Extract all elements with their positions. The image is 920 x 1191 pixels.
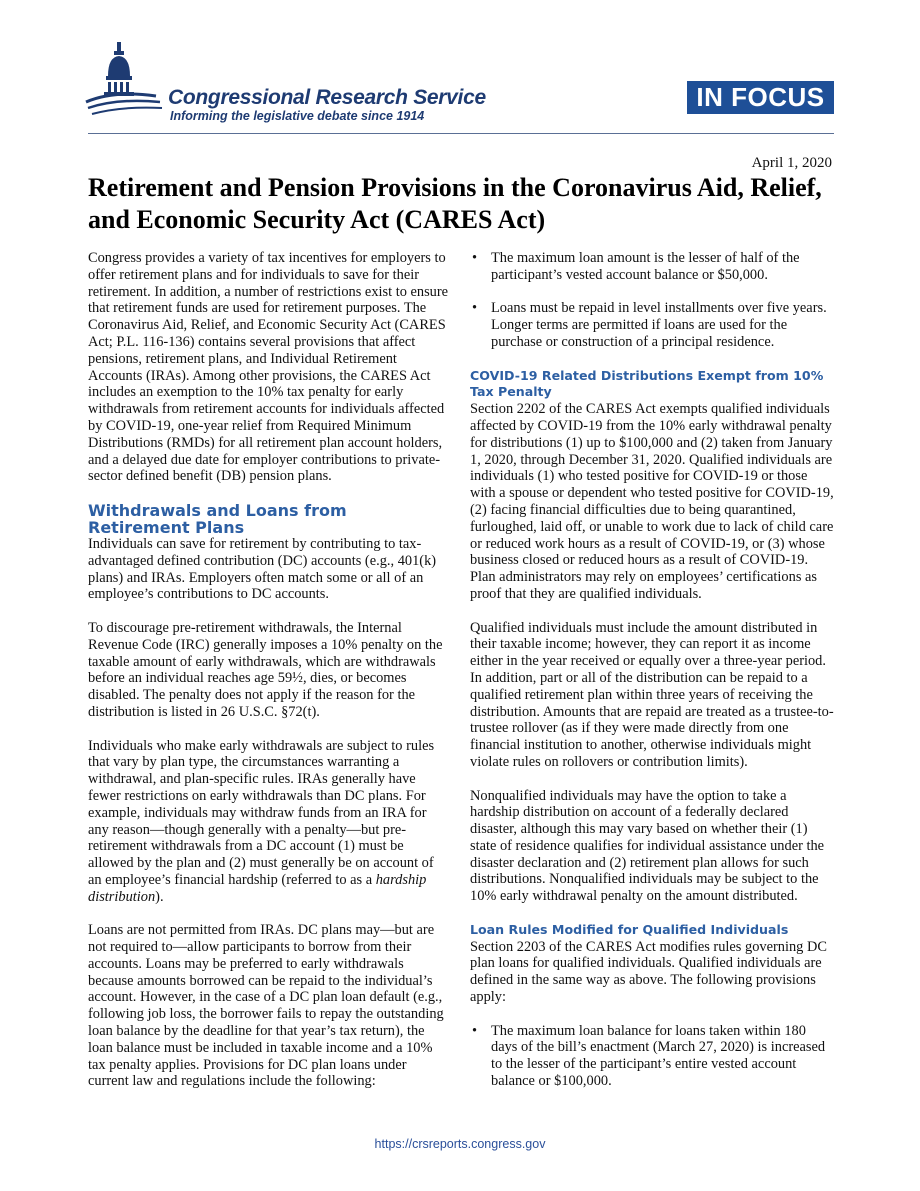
section-heading-covid-distributions: COVID-19 Related Distributions Exempt from 10% Tax Penalty bbox=[470, 367, 824, 400]
paragraph: Qualified individuals must include the amount distributed in their taxable income; however, they can report it as income either in the year received or equally over a three-year period. In addition, part or all of the distribution can be repaid to a qualified retirement plan within three years of receiving the distribution. Amounts that are repaid are treated as a trustee-to-trustee rollover (as if they were made directly from one financial institution to another, otherwise individuals might violate rules on rollovers or contribution limits). bbox=[470, 619, 834, 770]
list-item: • Loans must be repaid in level installments over five years. Longer terms are permitted if loans are used for the purchase or construction of a principal residence. bbox=[470, 300, 834, 350]
section-heading-loan-rules: Loan Rules Modified for Qualified Individuals bbox=[470, 921, 789, 937]
document-title: Retirement and Pension Provisions in the Coronavirus Aid, Relief, and Economic Security Act (CARES Act) bbox=[88, 173, 822, 234]
paragraph: Nonqualified individuals may have the option to take a hardship distribution on account of a federally declared disaster, although this may vary based on whether their (1) state of residence qualifies for individual assistance under the disaster declaration and (2) retirement plan allows for such distributions. Nonqualified individuals may be subject to the 10% early withdrawal penalty on the amount distributed. bbox=[470, 787, 825, 905]
section-heading-withdrawals-loans: Withdrawals and Loans from Retirement Plans bbox=[88, 501, 347, 537]
paragraph: Section 2202 of the CARES Act exempts qualified individuals affected by COVID-19 from the 10% early withdrawal penalty for distributions (1) up to $100,000 and (2) taken from January 1, 2020, through December 31, 2020. Qualified individuals are individuals (1) who tested positive for COVID-19 or those with a spouse or dependent who tested positive for COVID-19, (2) facing financial difficulties due to being quarantined, furloughed, laid off, or unable to work due to lack of child care or reduced work hours as a result of COVID-19, or (3) whose business closed or reduced hours as a result of COVID-19. Plan administrators may rely on employees’ certifications as proof that they are qualified individuals. bbox=[470, 401, 834, 602]
left-column bbox=[88, 250, 450, 1107]
paragraph-text: ). bbox=[155, 888, 164, 905]
bullet-list bbox=[470, 250, 834, 351]
right-column bbox=[470, 250, 834, 1107]
intro-paragraph: Congress provides a variety of tax incentives for employers to offer retirement plans and for individuals to save for their retirement. In addition, a number of restrictions exist to ensure that retirement funds are used for retirement purposes. The Coronavirus Aid, Relief, and Economic Security Act (CARES Act; P.L. 116-136) contains several provisions that affect pensions, retirement plans, and Individual Retirement Accounts (IRAs). Among other provisions, the CARES Act includes an exemption to the 10% tax penalty for early withdrawals from retirement accounts for individuals affected by COVID-19, one-year relief from Required Minimum Distributions (RMDs) for all retirement plan account holders, and a delayed due date for employer contributions to private-sector defined benefit (DB) pension plans. bbox=[88, 250, 449, 485]
emphasis-term: hardship distribution bbox=[88, 871, 427, 905]
organization-name: Congressional Research Service bbox=[168, 86, 486, 109]
paragraph: Loans are not permitted from IRAs. DC plans may—but are not required to—allow participants to borrow from their accounts. Loans may be preferred to early withdrawals because amounts borrowed can be repaid to the individual’s account. However, in the case of a DC plan loan default (e.g., following job loss, the borrower fails to repay the outstanding loan balance by the deadline for that year’s tax return), the loan balance must be included in taxable income and a 10% tax penalty applies. Provisions for DC plan loans under current law and regulations include the following: bbox=[88, 922, 444, 1090]
organization-tagline: Informing the legislative debate since 1914 bbox=[170, 109, 425, 123]
header-divider bbox=[88, 133, 834, 134]
list-item: • The maximum loan balance for loans taken within 180 days of the bill’s enactment (March 27, 2020) is increased to the lesser of the participant’s entire vested account balance or $100,000. bbox=[470, 1023, 834, 1090]
paragraph: Individuals can save for retirement by contributing to tax-advantaged defined contribution (DC) accounts (e.g., 401(k) plans) and IRAs. Employers often match some or all of an employee’s contributions to DC accounts. bbox=[88, 535, 437, 603]
in-focus-badge: IN FOCUS bbox=[687, 81, 834, 114]
paragraph-text: Individuals who make early withdrawals are subject to rules that vary by plan type, the circumstances warranting a withdrawal, and plan-specific rules. IRAs generally have fewer restrictions on early withdrawals than DC plans. For example, individuals may withdraw funds from an IRA for any reason—though generally with a penalty—but pre-retirement withdrawals from a DC account (1) must be allowed by the plan and (2) must generally be on account of an employee’s financial hardship (referred to as a bbox=[88, 737, 435, 888]
paragraph: To discourage pre-retirement withdrawals, the Internal Revenue Code (IRC) generally imposes a 10% penalty on the taxable amount of early withdrawals, which are withdrawals before an individual reaches age 59½, dies, or becomes disabled. The penalty does not apply if the reason for the distribution is listed in 26 U.S.C. §72(t). bbox=[88, 619, 443, 720]
paragraph: Section 2203 of the CARES Act modifies rules governing DC plan loans for qualified individuals. Qualified individuals are defined in the same way as above. The following provisions apply: bbox=[470, 938, 827, 1006]
page-header bbox=[0, 0, 920, 140]
publication-date: April 1, 2020 bbox=[751, 155, 832, 171]
paragraph bbox=[88, 738, 450, 906]
list-item: • The maximum loan amount is the lesser of half of the participant’s vested account balance or $50,000. bbox=[470, 250, 834, 284]
bullet-list bbox=[470, 1023, 834, 1090]
footer-url-link[interactable]: https://crsreports.congress.gov bbox=[374, 1137, 546, 1151]
capitol-dome-logo-icon bbox=[84, 40, 164, 118]
